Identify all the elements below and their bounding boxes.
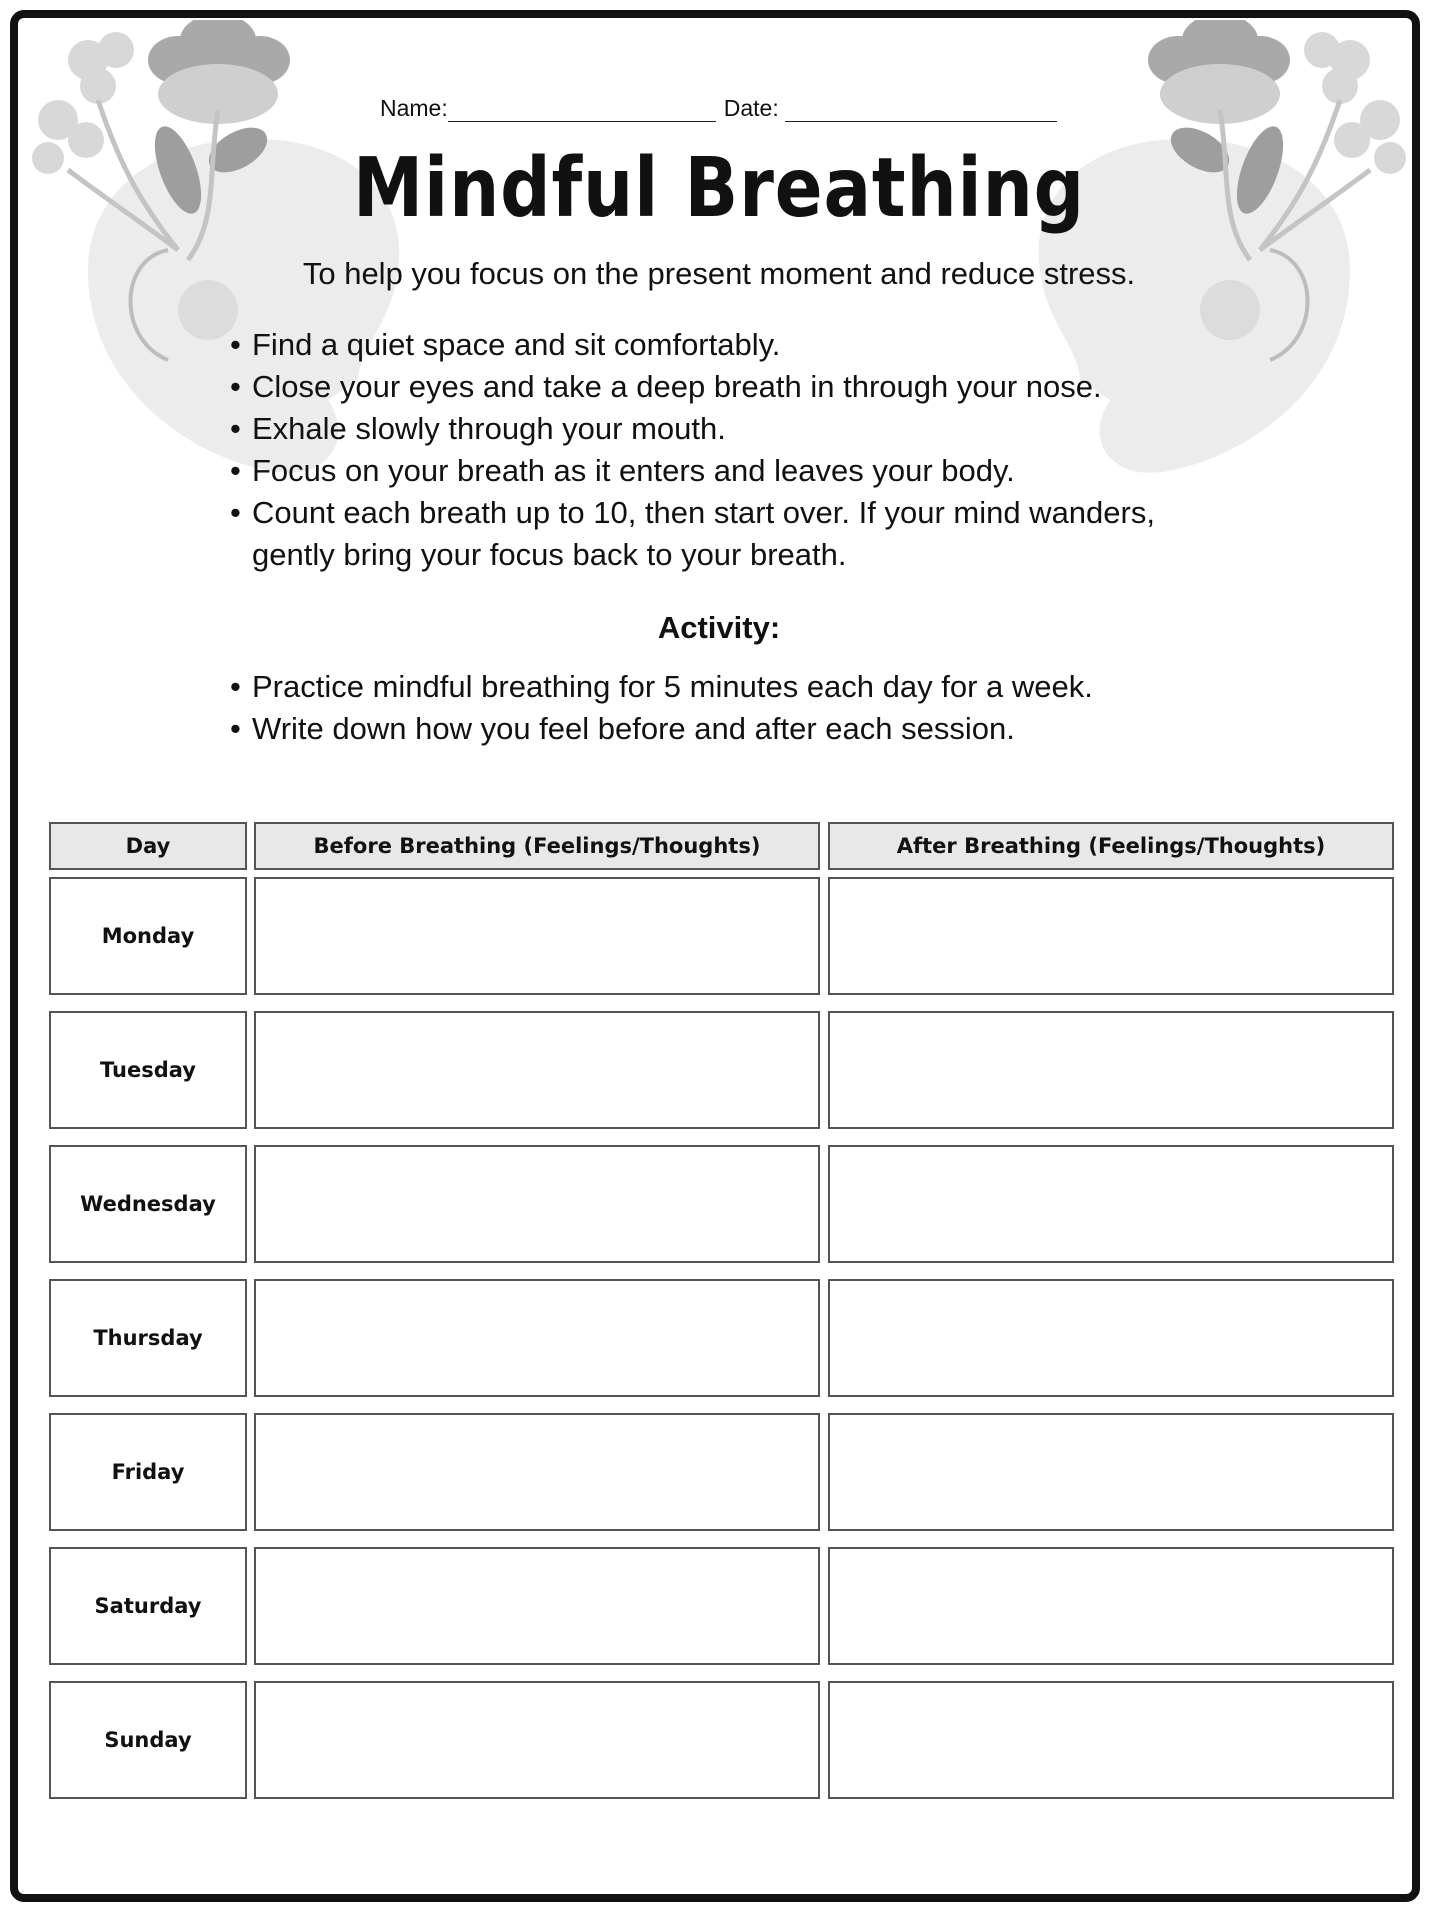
day-cell-thursday: Thursday [49, 1279, 247, 1397]
column-header-after: After Breathing (Feelings/Thoughts) [828, 822, 1394, 870]
before-entry-monday[interactable] [254, 877, 820, 995]
page-subtitle: To help you focus on the present moment and reduce stress. [302, 256, 1136, 291]
activity-item: • Write down how you feel before and after each session. [230, 708, 1230, 750]
instructions-list [230, 324, 1230, 576]
activity-list [230, 666, 1230, 750]
before-entry-wednesday[interactable] [254, 1145, 820, 1263]
date-field[interactable] [785, 99, 1057, 122]
day-cell-sunday: Sunday [49, 1681, 247, 1799]
instruction-item: • Count each breath up to 10, then start over. If your mind wanders, gently bring your focus back to your breath. [230, 492, 1230, 576]
instruction-item: • Find a quiet space and sit comfortably. [230, 324, 1230, 366]
before-entry-thursday[interactable] [254, 1279, 820, 1397]
name-field[interactable] [448, 99, 716, 122]
after-entry-monday[interactable] [828, 877, 1394, 995]
column-header-before: Before Breathing (Feelings/Thoughts) [254, 822, 820, 870]
page-title: Mindful Breathing [353, 141, 1085, 236]
day-cell-tuesday: Tuesday [49, 1011, 247, 1129]
after-entry-wednesday[interactable] [828, 1145, 1394, 1263]
after-entry-sunday[interactable] [828, 1681, 1394, 1799]
name-date-line [380, 82, 1060, 122]
activity-item: • Practice mindful breathing for 5 minutes each day for a week. [230, 666, 1230, 708]
day-cell-saturday: Saturday [49, 1547, 247, 1665]
day-cell-monday: Monday [49, 877, 247, 995]
instruction-item: • Focus on your breath as it enters and leaves your body. [230, 450, 1230, 492]
activity-heading: Activity: [657, 610, 781, 645]
instruction-item: • Close your eyes and take a deep breath in through your nose. [230, 366, 1230, 408]
instruction-item: • Exhale slowly through your mouth. [230, 408, 1230, 450]
after-entry-friday[interactable] [828, 1413, 1394, 1531]
before-entry-friday[interactable] [254, 1413, 820, 1531]
before-entry-saturday[interactable] [254, 1547, 820, 1665]
before-entry-sunday[interactable] [254, 1681, 820, 1799]
day-cell-friday: Friday [49, 1413, 247, 1531]
date-label: Date: [723, 95, 779, 121]
day-cell-wednesday: Wednesday [49, 1145, 247, 1263]
after-entry-thursday[interactable] [828, 1279, 1394, 1397]
name-label: Name: [380, 95, 448, 121]
after-entry-tuesday[interactable] [828, 1011, 1394, 1129]
after-entry-saturday[interactable] [828, 1547, 1394, 1665]
before-entry-tuesday[interactable] [254, 1011, 820, 1129]
column-header-day: Day [49, 822, 247, 870]
